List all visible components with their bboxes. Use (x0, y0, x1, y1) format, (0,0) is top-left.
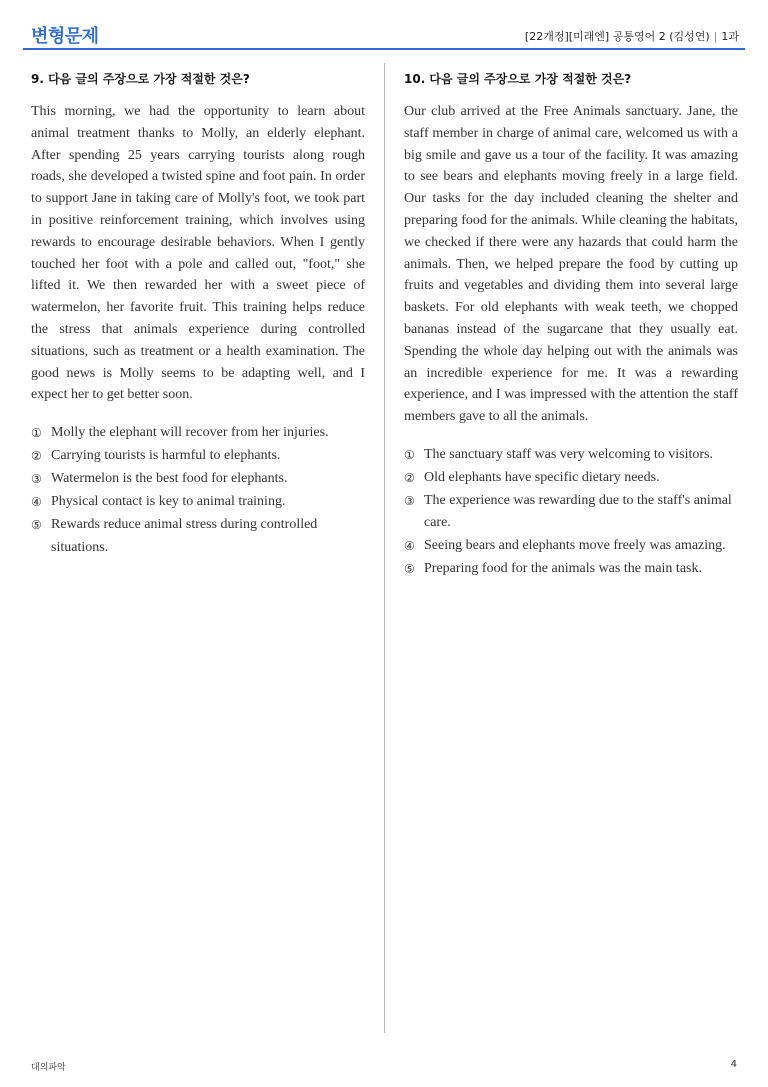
question-9 (31, 70, 365, 560)
choice-number: ③ (31, 472, 42, 487)
choice-4[interactable] (31, 491, 365, 514)
choice-number: ① (404, 447, 415, 462)
choice-text: Preparing food for the animals was the main task. (424, 561, 702, 577)
choice-number: ② (31, 449, 42, 464)
lesson-label: 1과 (721, 30, 739, 43)
choice-1[interactable] (31, 422, 365, 445)
choice-number: ① (31, 426, 42, 441)
choice-text: Physical contact is key to animal training. (51, 494, 286, 510)
choice-3[interactable] (404, 490, 738, 535)
choice-text: Rewards reduce animal stress during controlled situations. (51, 517, 318, 555)
choice-number: ⑤ (404, 562, 415, 577)
choice-1[interactable] (404, 444, 738, 467)
choice-number: ④ (31, 495, 42, 510)
header-separator: | (713, 30, 718, 43)
choice-text: Carrying tourists is harmful to elephants. (51, 448, 281, 464)
choice-5[interactable] (31, 514, 365, 559)
passage: Our club arrived at the Free Animals sanctuary. Jane, the staff member in charge of animal care, welcomed us with a big smile and gave us a tour of the facility. It was amazing to see bears and elephants moving freely in a large field. Our tasks for the day included cleaning the shelter and preparing food for the animals. While cleaning the habitats, we checked if there were any hazards that could harm the animals. Then, we helped prepare the food by cutting up fruits and vegetables and dividing them into several large baskets. For old elephants with weak teeth, we chopped bananas instead of the sugarcane that they usually eat. Spending the whole day helping out with the animals was an incredible experience for me. It was a rewarding experience, and I was impressed with the attention the staff members gave to all the animals. (404, 104, 738, 425)
question-title: 9. 다음 글의 주장으로 가장 적절한 것은? (31, 72, 250, 86)
choice-number: ② (404, 470, 415, 485)
choice-text: The experience was rewarding due to the staff's animal care. (424, 492, 732, 531)
footer-category: 대의파악 (31, 1063, 66, 1073)
choice-list (404, 444, 738, 581)
header-meta (525, 28, 739, 44)
page-title: 변형문제 (31, 26, 99, 47)
textbook-info: [22개정][미래엔] 공통영어 2 (김성연) (524, 30, 710, 43)
choice-number: ⑤ (31, 518, 42, 533)
choice-2[interactable] (404, 467, 738, 490)
choice-text: Watermelon is the best food for elephants. (51, 471, 288, 487)
choice-4[interactable] (404, 535, 738, 558)
question-title: 10. 다음 글의 주장으로 가장 적절한 것은? (404, 72, 632, 86)
page-number: 4 (730, 1059, 737, 1070)
header-rule (23, 48, 745, 50)
choice-text: Seeing bears and elephants move freely was amazing. (424, 538, 726, 554)
choice-text: Old elephants have specific dietary needs. (424, 469, 660, 485)
choice-text: The sanctuary staff was very welcoming to visitors. (424, 446, 714, 462)
choice-list (31, 422, 365, 559)
column-divider (384, 63, 385, 1033)
choice-5[interactable] (404, 558, 738, 581)
passage: This morning, we had the opportunity to learn about animal treatment thanks to Molly, an elderly elephant. After spending 25 years carrying tourists along rough roads, she developed a twisted spine and foot pain. In order to support Jane in taking care of Molly's foot, we took part in positive reinforcement training, which involves using rewards to encourage desirable behaviors. When I gently touched her foot with a pole and called out, "foot," she lifted it. We then rewarded her with a sweet piece of watermelon, her favorite fruit. This training helps reduce the stress that animals experience during controlled situations, such as treatment or a health examination. The good news is Molly seems to be adapting well, and I expect her to get better soon. (31, 104, 365, 403)
question-10 (404, 70, 738, 581)
choice-text: Molly the elephant will recover from her injuries. (51, 425, 329, 441)
choice-2[interactable] (31, 445, 365, 468)
choice-3[interactable] (31, 468, 365, 491)
choice-number: ③ (404, 493, 415, 508)
choice-number: ④ (404, 539, 415, 554)
